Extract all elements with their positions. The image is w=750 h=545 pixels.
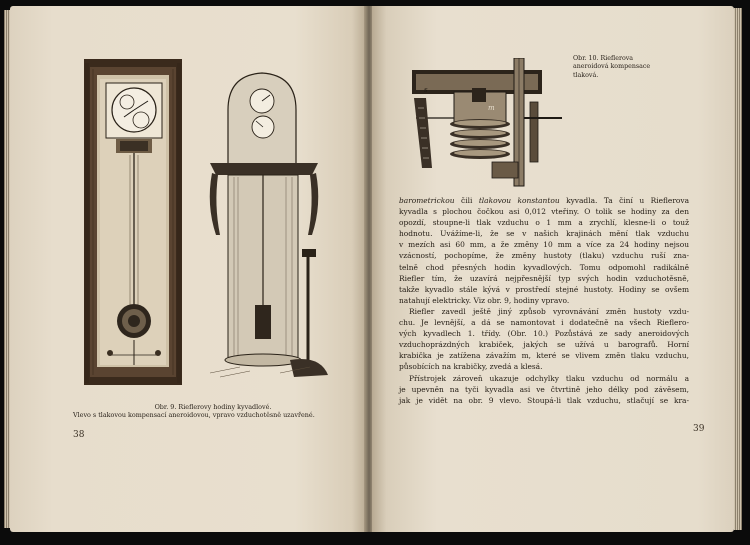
text-line: Riefler zavedl ještě jiný způsob vyrovnávání změn hustoty vzdu- [409,306,689,316]
text-line: v mezích asi 60 mm, a že změny 10 mm a více za 24 hodiny nejsou [399,240,689,250]
text-line: chu. Je levnější, a dá se namontovat i dodatečně na všech Rieflero- [399,318,689,328]
figure-10-caption-line3: tlaková. [573,71,599,79]
page-number-right: 39 [693,424,705,434]
figure-10-label-s: s [424,86,428,94]
text-line: kyvadla s plochou čočkou asi 0,012 vteřiny. O tolik se hodiny za den [399,207,689,217]
figure-9-caption [73,403,343,419]
text-line: vzduchoprázdných krabiček, jakých se užívá u barografů. Horní [399,340,689,350]
text-line: jak je vidět na obr. 9 vlevo. Stoupá-li tlak vzduchu, stlačují se kra- [399,395,689,405]
text-line: Přístrojek zároveň ukazuje odchylky tlaku vzduchu od normálu a [409,373,689,383]
page-edges-right [734,8,742,530]
text-line: natahují elektricky. Viz obr. 9, hodiny vpravo. [399,295,570,305]
text-line: působících na krabičky, zvedá a klesá. [399,362,543,372]
figure-10-aneroid-compensation [410,58,570,188]
italic-term: tlakovou konstantou [478,196,560,205]
text-line: Riefler tím, že uzavírá nejpřesnější typ svých hodin vzduchotěsně, [399,273,689,283]
bell-jar-clock-illustration [210,73,328,377]
text-line: telně chod přesných hodin kyvadlových. Tomu odpomohl radikálně [399,262,689,272]
figure-10-caption [573,55,668,80]
text-line: krabička je zatížena závažím m, které se vlivem změn tlaku vzduchu, [399,351,689,361]
wall-clock-illustration [84,59,182,385]
page-number-left: 38 [73,430,85,440]
text-line: je upevněn na tyči kyvadla asi ve čtvrtině jeho délky pod závěsem, [399,384,689,394]
figure-9-caption-line2: Vlevo s tlakovou kompensací aneroidovou, vpravo vzduchotěsně uzavřené. [73,411,315,419]
text-line: vých kyvadlech 1. třídy. (Obr. 10.) Pozůstává ze sady aneroidových [399,329,689,339]
figure-10-label-m: m [488,104,495,112]
text-line: barometrickou čili tlakovou konstantou kyvadla. Ta činí u Rieflerova [399,196,690,205]
text-line: vzácností, pochopíme, že změny hustoty (tlaku) vzduchu ruší zna- [399,251,689,261]
text-line: opozdí, stoupne-li tlak vzduchu o 1 mm a zrychlí, klesne-li o touž [399,218,689,228]
text-line: hodnotu. Uvážíme-li, že se v našich krajinách mění tlak vzduchu [399,229,689,239]
figure-9-pendulum-clocks [80,55,350,400]
text-line: takže kyvadlo stále kývá v prostředí stejné hustoty. Hodiny se ovšem [399,284,689,294]
figure-10-caption-line1: Obr. 10. Rieflerova [573,55,634,62]
italic-term: barometrickou [399,196,455,205]
figure-9-caption-line1: Obr. 9. Rieflerovy hodiny kyvadlové. [154,403,272,411]
right-page-body-text [399,195,689,406]
figure-10-caption-line2: aneroidová kompensace [573,63,651,71]
